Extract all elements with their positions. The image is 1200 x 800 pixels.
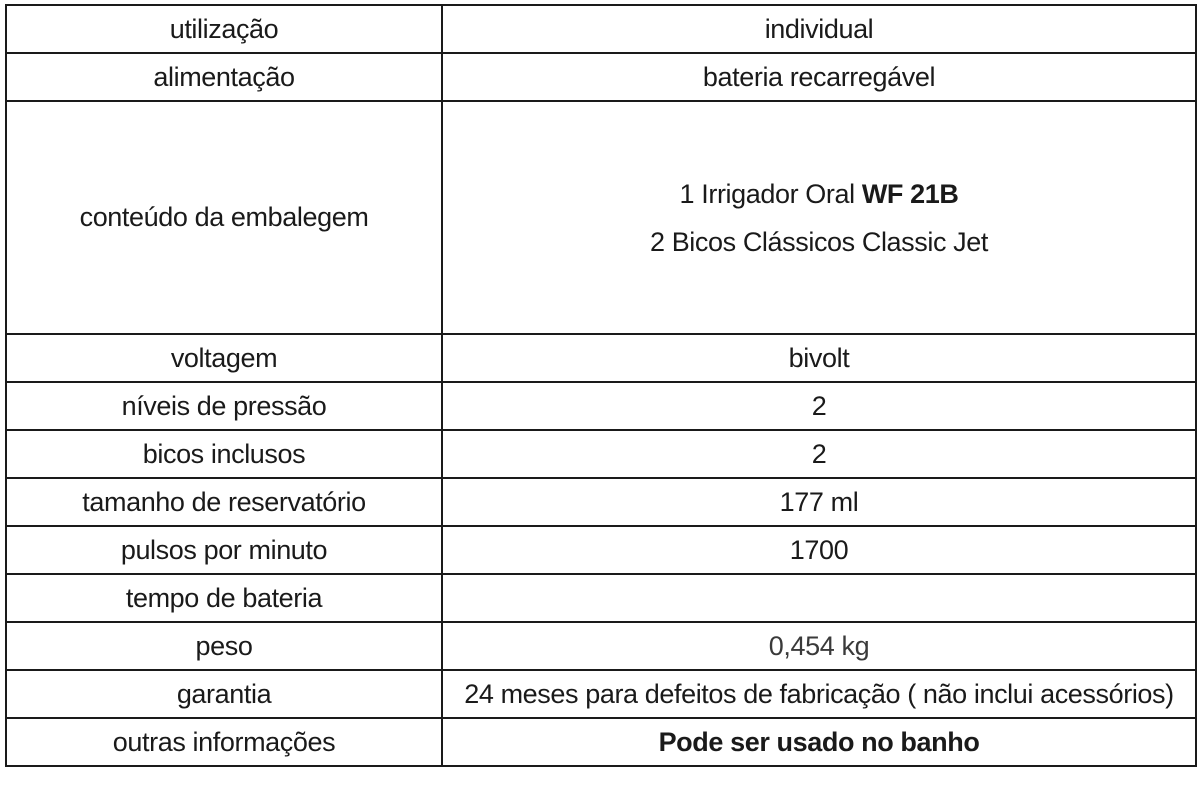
spec-label: bicos inclusos bbox=[6, 430, 442, 478]
spec-value: 24 meses para defeitos de fabricação ( não inclui acessórios) bbox=[442, 670, 1196, 718]
model-name: WF 21B bbox=[861, 178, 959, 209]
spec-value: 2 bbox=[442, 430, 1196, 478]
spec-row-tempo-bateria bbox=[6, 574, 1196, 622]
spec-row-conteudo bbox=[6, 101, 1196, 334]
spec-value: bateria recarregável bbox=[442, 53, 1196, 101]
spec-value: 1700 bbox=[442, 526, 1196, 574]
spec-label: níveis de pressão bbox=[6, 382, 442, 430]
spec-value: bivolt bbox=[442, 334, 1196, 382]
spec-row-bicos-inclusos bbox=[6, 430, 1196, 478]
spec-row-niveis-pressao bbox=[6, 382, 1196, 430]
spec-label: tamanho de reservatório bbox=[6, 478, 442, 526]
package-item-nozzles: 2 Bicos Clássicos Classic Jet bbox=[649, 226, 988, 257]
spec-label: utilização bbox=[6, 5, 442, 53]
spec-value bbox=[442, 101, 1196, 334]
package-item-irrigator bbox=[447, 170, 1191, 218]
spec-label: tempo de bateria bbox=[6, 574, 442, 622]
spec-value: 2 bbox=[442, 382, 1196, 430]
spec-value: 177 ml bbox=[442, 478, 1196, 526]
spec-row-peso bbox=[6, 622, 1196, 670]
spec-row-outras-informacoes bbox=[6, 718, 1196, 766]
spec-row-tamanho-reservatorio bbox=[6, 478, 1196, 526]
spec-row-alimentacao bbox=[6, 53, 1196, 101]
spec-value: Pode ser usado no banho bbox=[442, 718, 1196, 766]
spec-value: individual bbox=[442, 5, 1196, 53]
product-spec-table bbox=[5, 4, 1197, 767]
spec-label: peso bbox=[6, 622, 442, 670]
spec-label: alimentação bbox=[6, 53, 442, 101]
spec-label: outras informações bbox=[6, 718, 442, 766]
spec-row-garantia bbox=[6, 670, 1196, 718]
spec-label: garantia bbox=[6, 670, 442, 718]
spec-value: 0,454 kg bbox=[442, 622, 1196, 670]
spec-row-voltagem bbox=[6, 334, 1196, 382]
spec-value bbox=[442, 574, 1196, 622]
spec-label: voltagem bbox=[6, 334, 442, 382]
package-item-irrigator-text: 1 Irrigador Oral bbox=[679, 178, 862, 209]
spec-label: conteúdo da embalegem bbox=[6, 101, 442, 334]
spec-row-utilizacao bbox=[6, 5, 1196, 53]
spec-label: pulsos por minuto bbox=[6, 526, 442, 574]
spec-row-pulsos-minuto bbox=[6, 526, 1196, 574]
